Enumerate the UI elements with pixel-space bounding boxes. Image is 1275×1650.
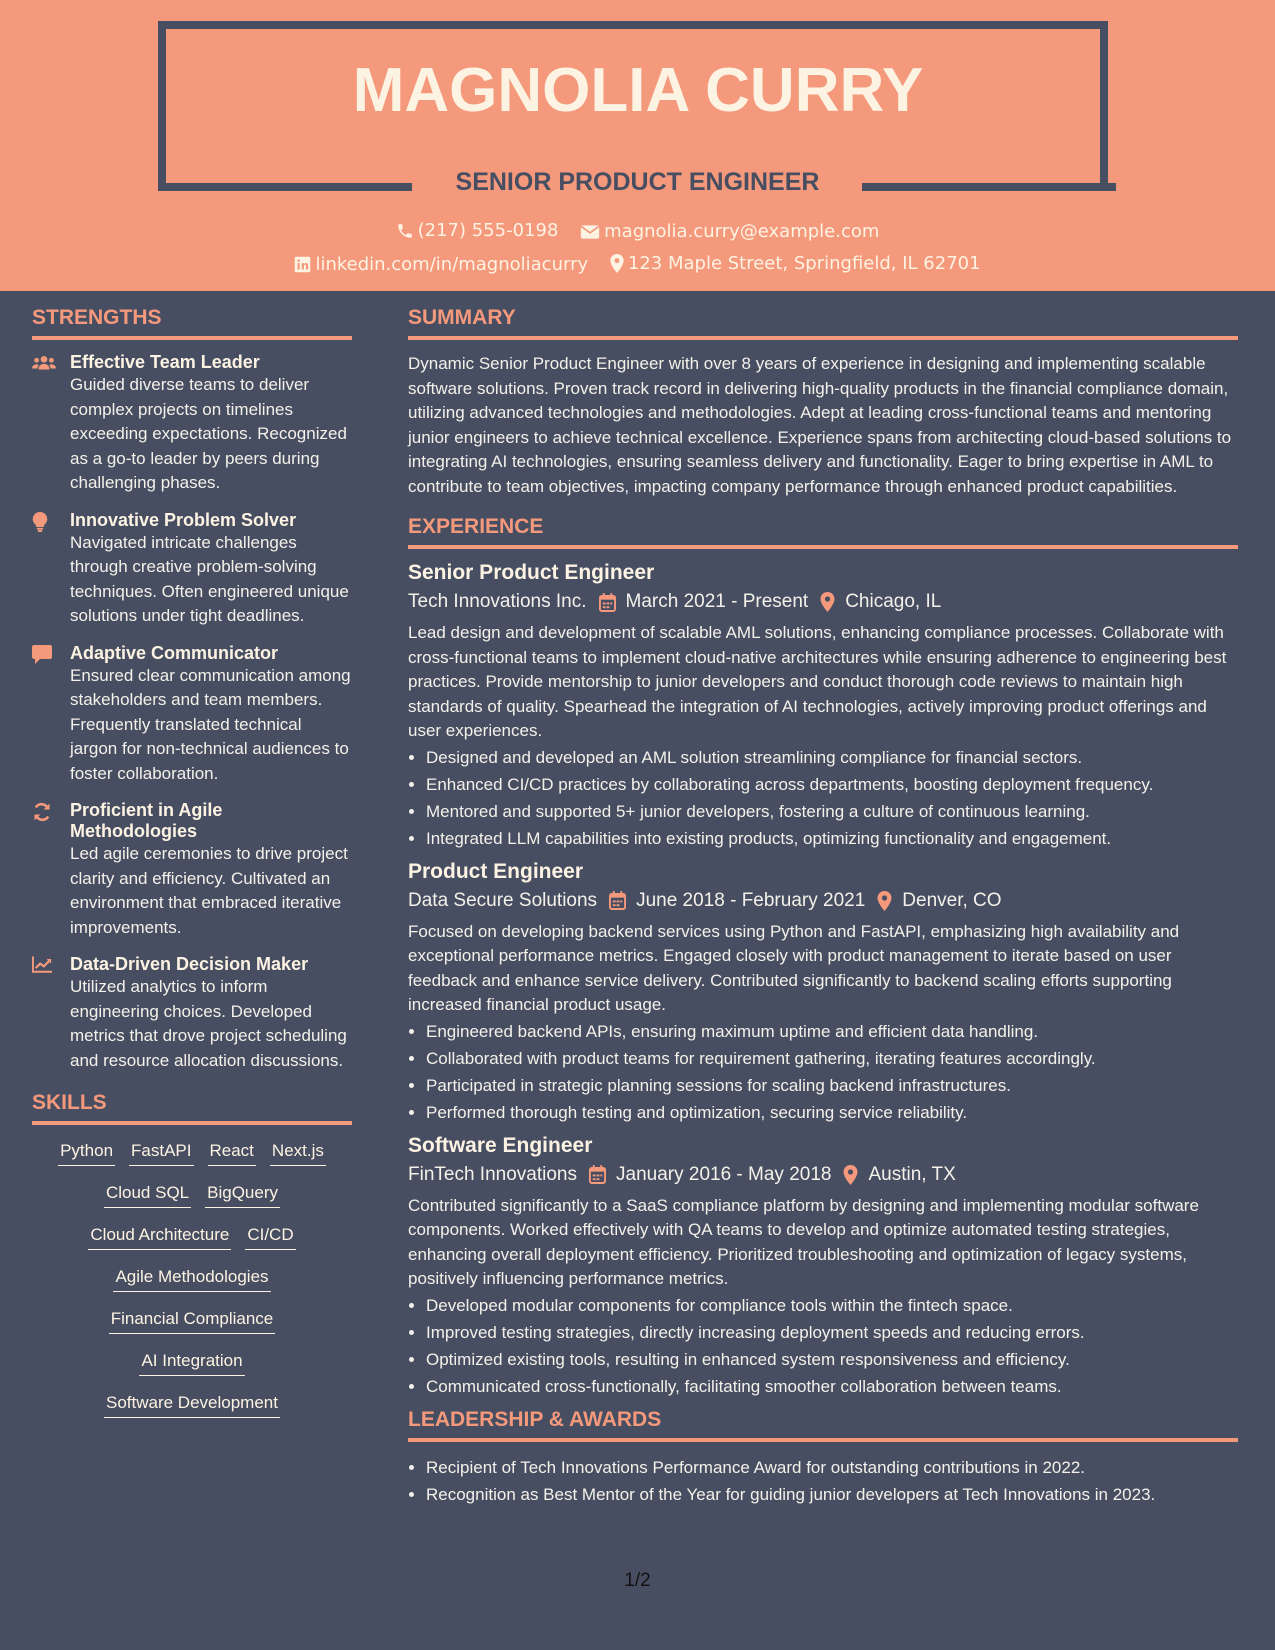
strength-item (32, 954, 352, 1073)
award-item: • Recipient of Tech Innovations Performance Award for outstanding contributions in 2022. (426, 1454, 1238, 1481)
strength-title: Proficient in Agile Methodologies (70, 800, 223, 841)
contact-row-2 (0, 253, 1275, 278)
summary-text: Dynamic Senior Product Engineer with over 8 years of experience in designing and implementing scalable software solutions. Proven track record in delivering high-quality products in the financial compliance domain, utilizing advanced technologies and methodologies. Adept at leading cross-functional teams and mentoring junior engineers to achieve technical excellence. Experience spans from architecting cloud-based solutions to integrating AI technologies, ensuring seamless delivery and functionality. Eager to bring expertise in AML to contribute to team objectives, impacting company performance through enhanced product capabilities. (408, 354, 1232, 496)
bullet-item: • Performed thorough testing and optimization, securing service reliability. (426, 1099, 1238, 1126)
strength-desc: Navigated intricate challenges through creative problem-solving techniques. Often engineered unique solutions under tight deadlines. (70, 532, 349, 625)
job-description: Lead design and development of scalable AML solutions, enhancing compliance processes. Collaborate with cross-functional teams to implement cloud-native architectures while ensuring adherence to engineering best practices. Provide mentorship to junior developers and conduct thorough code reviews to maintain high standards of quality. Spearhead the integration of AI technologies, actively improving product offerings and user experiences. (408, 623, 1227, 740)
experience-heading: EXPERIENCE (408, 515, 1238, 549)
phone-text: (217) 555-0198 (417, 220, 559, 241)
map-pin-icon (820, 592, 835, 612)
sync-icon (32, 802, 52, 822)
strength-title: Effective Team Leader (70, 352, 260, 372)
calendar-icon (609, 891, 626, 910)
address-text: 123 Maple Street, Springfield, IL 62701 (627, 253, 981, 274)
job-bullets (408, 744, 1238, 852)
skill-tag: AI Integration (139, 1351, 244, 1376)
job-location: Chicago, IL (845, 591, 942, 612)
strength-item (32, 352, 352, 496)
calendar-icon (589, 1165, 606, 1184)
job-meta (408, 591, 1238, 613)
skill-tag: Cloud SQL (104, 1183, 191, 1208)
strengths-heading: STRENGTHS (32, 306, 352, 340)
phone-item[interactable] (396, 220, 559, 241)
header-banner (0, 0, 1275, 291)
job-dates: June 2018 - February 2021 (636, 889, 866, 911)
candidate-name: MAGNOLIA CURRY (352, 56, 924, 125)
job-entry (408, 860, 1238, 1126)
users-icon (32, 354, 56, 372)
bullet-item: • Participated in strategic planning sessions for scaling backend infrastructures. (426, 1072, 1238, 1099)
strength-item (32, 510, 352, 629)
strength-desc: Guided diverse teams to deliver complex projects on timelines exceeding expectations. Recognized as a go-to leader by peers during challenging phases. (70, 375, 347, 492)
linkedin-item[interactable] (294, 254, 588, 275)
map-pin-icon (843, 1165, 858, 1185)
skills-heading: SKILLS (32, 1091, 352, 1125)
job-bullets (408, 1292, 1238, 1400)
email-item[interactable] (580, 221, 879, 242)
company-name: Tech Innovations Inc. (408, 591, 587, 612)
skill-tag: BigQuery (205, 1183, 280, 1208)
job-meta (408, 1164, 1238, 1186)
job-title-heading: SENIOR PRODUCT ENGINEER (455, 168, 820, 196)
page-number: 1/2 (624, 1570, 651, 1591)
contact-row-1 (0, 220, 1275, 245)
strength-item (32, 800, 352, 940)
lightbulb-icon (32, 512, 48, 532)
job-entry (408, 1134, 1238, 1400)
strength-desc: Led agile ceremonies to drive project clarity and efficiency. Cultivated an environment that embraced iterative improvements. (70, 844, 348, 937)
email-text: magnolia.curry@example.com (604, 221, 880, 242)
bullet-item: • Collaborated with product teams for requirement gathering, iterating features accordingly. (426, 1045, 1238, 1072)
comment-icon (32, 645, 52, 664)
award-item: • Recognition as Best Mentor of the Year for guiding junior developers at Tech Innovations in 2023. (426, 1481, 1238, 1508)
job-title: Product Engineer (408, 859, 584, 883)
skill-tag: CI/CD (245, 1225, 295, 1250)
awards-list (408, 1454, 1238, 1508)
skill-tag: Next.js (270, 1141, 326, 1166)
skill-tag: FastAPI (129, 1141, 193, 1166)
bullet-item: • Enhanced CI/CD practices by collaborating across departments, boosting deployment frequency. (426, 771, 1238, 798)
chart-line-icon (32, 956, 52, 973)
strength-item (32, 643, 352, 787)
job-title: Senior Product Engineer (408, 561, 655, 584)
strength-desc: Utilized analytics to inform engineering choices. Developed metrics that drove project scheduling and resource allocation discussions. (70, 977, 347, 1070)
job-location: Denver, CO (902, 889, 1002, 911)
skill-tag: Software Development (104, 1393, 280, 1418)
map-pin-icon (610, 254, 624, 273)
company-name: FinTech Innovations (408, 1163, 577, 1185)
skill-tag: Agile Methodologies (113, 1267, 270, 1292)
address-item (610, 253, 981, 274)
strength-title: Adaptive Communicator (70, 642, 279, 663)
bullet-item: • Engineered backend APIs, ensuring maximum uptime and efficient data handling. (426, 1018, 1238, 1045)
envelope-icon (580, 224, 600, 240)
bullet-item: • Mentored and supported 5+ junior developers, fostering a culture of continuous learning. (426, 798, 1238, 825)
map-pin-icon (877, 891, 892, 911)
bullet-item: • Developed modular components for compliance tools within the fintech space. (426, 1292, 1238, 1319)
skill-tag: Financial Compliance (109, 1309, 276, 1334)
job-description: Focused on developing backend services using Python and FastAPI, emphasizing high availability and exceptional performance metrics. Engaged closely with product management to iterate based on user feedback and enhance service delivery. Contributed significantly to backend scaling efforts supporting increased financial product usage. (408, 921, 1180, 1014)
job-dates: March 2021 - Present (625, 591, 809, 612)
job-dates: January 2016 - May 2018 (616, 1163, 832, 1185)
job-bullets (408, 1018, 1238, 1126)
job-entry (408, 561, 1238, 852)
skills-list (32, 1137, 352, 1418)
strength-title: Innovative Problem Solver (70, 509, 297, 530)
job-meta (408, 890, 1238, 912)
skill-tag: React (208, 1141, 256, 1166)
bullet-item: • Designed and developed an AML solution streamlining compliance for financial sectors. (426, 744, 1238, 771)
company-name: Data Secure Solutions (408, 889, 598, 911)
phone-icon (396, 222, 414, 240)
calendar-icon (599, 593, 616, 612)
strength-desc: Ensured clear communication among stakeholders and team members. Frequently translated technical jargon for non-technical audiences to foster collaboration. (70, 665, 351, 783)
skill-tag: Python (58, 1141, 115, 1166)
awards-heading: LEADERSHIP & AWARDS (408, 1408, 1238, 1442)
right-column (408, 306, 1238, 1516)
bullet-item: • Improved testing strategies, directly increasing deployment speeds and reducing errors. (426, 1319, 1238, 1346)
skill-tag: Cloud Architecture (88, 1225, 231, 1250)
job-title: Software Engineer (408, 1133, 593, 1157)
bullet-item: • Communicated cross-functionally, facilitating smoother collaboration between teams. (426, 1373, 1238, 1400)
bullet-item: • Integrated LLM capabilities into existing products, optimizing functionality and engagement. (426, 825, 1238, 852)
left-column (32, 306, 352, 1435)
summary-heading: SUMMARY (408, 306, 1238, 340)
bullet-item: • Optimized existing tools, resulting in enhanced system responsiveness and efficiency. (426, 1346, 1238, 1373)
job-description: Contributed significantly to a SaaS compliance platform by designing and implementing modular software components. Worked effectively with QA teams to develop and optimize automated testing strategies, enhancing overall deployment efficiency. Prioritized troubleshooting and optimization of legacy systems, positively influencing performance metrics. (408, 1195, 1199, 1288)
job-location: Austin, TX (868, 1163, 956, 1185)
linkedin-text: linkedin.com/in/magnoliacurry (315, 254, 589, 275)
strength-title: Data-Driven Decision Maker (70, 954, 309, 974)
linkedin-icon (294, 256, 311, 273)
